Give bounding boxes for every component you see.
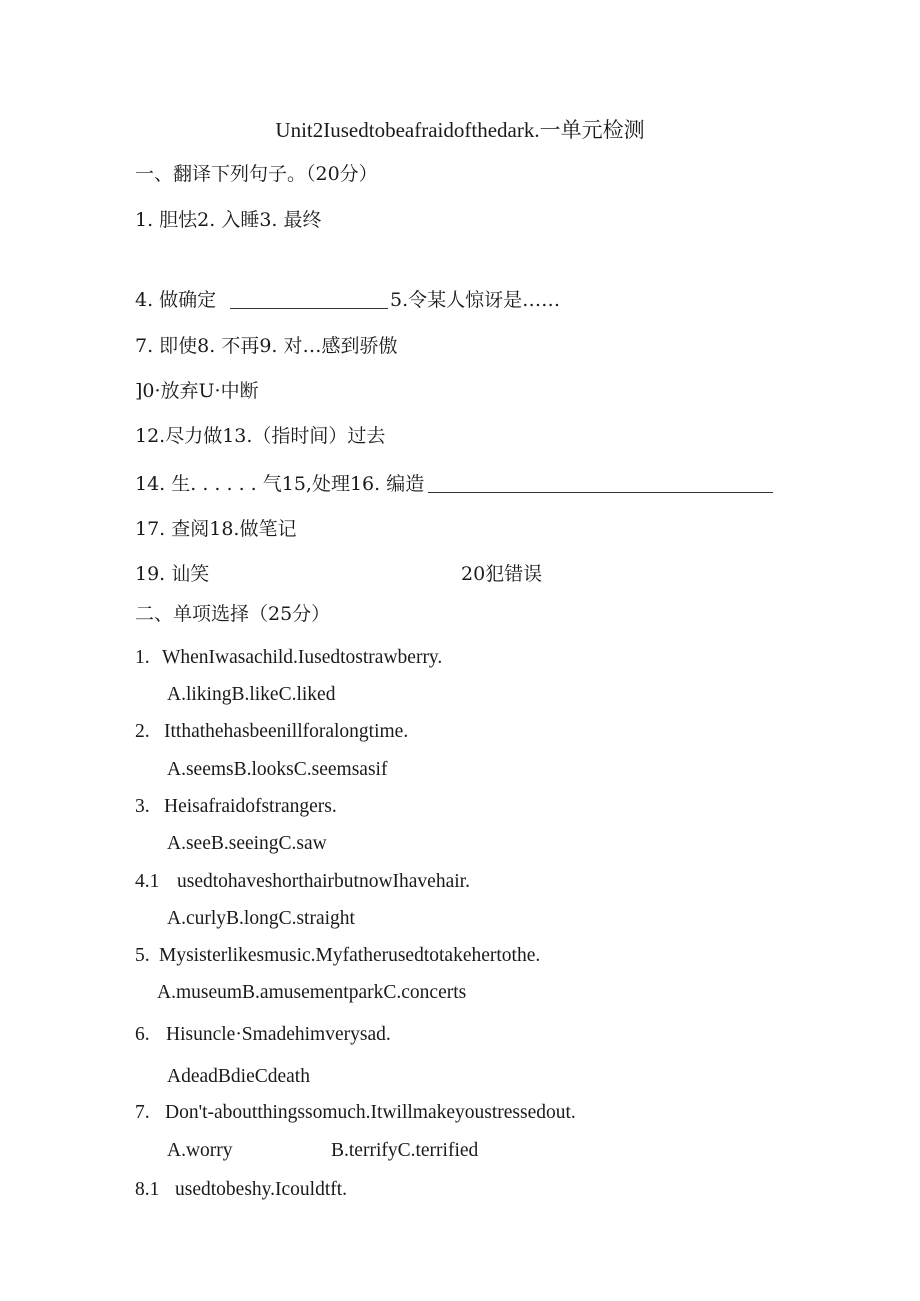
- question-number: 5.: [135, 945, 150, 966]
- question-number: 2.: [135, 721, 150, 742]
- question-options: AdeadBdieCdeath: [167, 1066, 310, 1087]
- question-number: 6.: [135, 1024, 150, 1045]
- vocab-line-2b: 5.令某人惊讶是……: [390, 289, 561, 311]
- vocab-line-4: ]0·放弃U·中断: [135, 380, 259, 402]
- question-options: A.likingB.likeC.liked: [167, 684, 336, 705]
- vocab-line-7: 17. 查阅18.做笔记: [135, 518, 297, 540]
- vocab-line-3: 7. 即使8. 不再9. 对…感到骄傲: [135, 335, 398, 357]
- question-options: A.seemsB.looksC.seemsasif: [167, 759, 388, 780]
- question-stem: usedtobeshy.Icouldtft.: [175, 1179, 348, 1200]
- answer-blank: [230, 308, 388, 309]
- question-stem: Hisuncle·Smadehimverysad.: [166, 1024, 391, 1045]
- question-options: A.museumB.amusementparkC.concerts: [157, 982, 467, 1003]
- question-number: 7.: [135, 1102, 150, 1123]
- section1-heading: 一、翻译下列句子。（20分）: [135, 163, 378, 185]
- question-options-bc: B.terrifyC.terrified: [331, 1140, 479, 1161]
- question-stem: WhenIwasachild.Iusedtostrawberry.: [162, 647, 443, 668]
- section2-heading: 二、单项选择（25分）: [135, 603, 331, 625]
- question-number: 3.: [135, 796, 150, 817]
- vocab-line-2a: 4. 做确定: [135, 289, 217, 311]
- page-title: Unit2Iusedtobeafraidofthedark.一单元检测: [275, 118, 645, 142]
- question-number: 1.: [135, 647, 150, 668]
- question-options: A.seeB.seeingC.saw: [167, 833, 327, 854]
- vocab-line-8a: 19. 讪笑: [135, 563, 210, 585]
- vocab-line-6: 14. 生. . . . . . 气15,处理16. 编造: [135, 473, 425, 495]
- question-stem: Don't-aboutthingssomuch.Itwillmakeyoustressedout.: [165, 1102, 576, 1123]
- question-option-a: A.worry: [167, 1140, 233, 1161]
- question-stem: Heisafraidofstrangers.: [164, 796, 337, 817]
- vocab-line-5: 12.尽力做13.（指时间）过去: [135, 425, 386, 447]
- question-stem: usedtohaveshorthairbutnowIhavehair.: [177, 871, 470, 892]
- vocab-line-8b: 20犯错误: [461, 563, 543, 585]
- answer-blank: [428, 492, 773, 493]
- question-number: 8.1: [135, 1179, 160, 1200]
- question-stem: Mysisterlikesmusic.Myfatherusedtotakehertothe.: [159, 945, 541, 966]
- question-stem: Itthathehasbeenillforalongtime.: [164, 721, 409, 742]
- vocab-line-1: 1. 胆怯2. 入睡3. 最终: [135, 209, 322, 231]
- question-number: 4.1: [135, 871, 160, 892]
- question-options: A.curlyB.longC.straight: [167, 908, 355, 929]
